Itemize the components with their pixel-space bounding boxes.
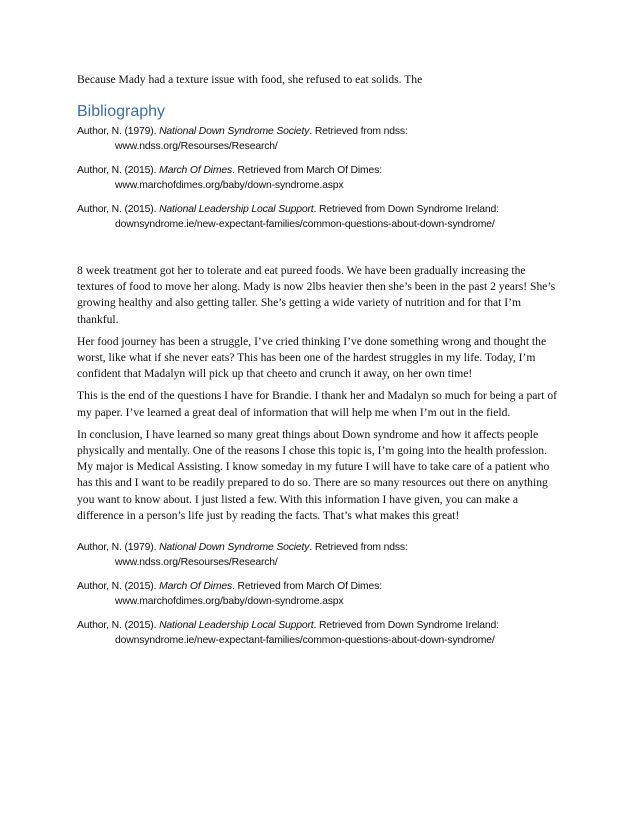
reference-author: Author, N. (2015). xyxy=(77,204,160,215)
reference-citation xyxy=(77,202,565,217)
reference-title: National Down Syndrome Society xyxy=(159,126,310,137)
reference-url: downsyndrome.ie/new-expectant-families/common-questions-about-down-syndrome/ xyxy=(115,635,495,646)
body-paragraph: In conclusion, I have learned so many great things about Down syndrome and how it affects people physically and mentally. One of the reasons I chose this topic is, I’m going into the health profession. My major is Medical Assisting. I know someday in my future I will have to take care of a patient who has this and I want to be readily prepared to do so. There are so many resources out there on anything you want to know about. I just listed a few. With this information I have given, you can make a difference in a person’s life just by reading the facts. That’s what makes this great! xyxy=(77,427,550,522)
reference-item xyxy=(77,163,565,193)
reference-citation xyxy=(77,579,565,594)
reference-title: March Of Dimes xyxy=(159,581,233,592)
intro-sentence: Because Mady had a texture issue with food, she refused to eat solids. The xyxy=(77,73,423,86)
reference-source: . Retrieved from ndss: xyxy=(309,542,408,553)
reference-source: . Retrieved from Down Syndrome Ireland: xyxy=(313,620,499,631)
reference-url: downsyndrome.ie/new-expectant-families/common-questions-about-down-syndrome/ xyxy=(115,219,495,230)
reference-title: National Leadership Local Support xyxy=(159,204,314,215)
reference-item xyxy=(77,124,565,154)
reference-source: . Retrieved from Down Syndrome Ireland: xyxy=(313,204,499,215)
reference-url: www.marchofdimes.org/baby/down-syndrome.aspx xyxy=(115,596,344,607)
bibliography-list xyxy=(77,124,565,241)
reference-source: . Retrieved from March Of Dimes: xyxy=(232,165,382,176)
body-text xyxy=(77,263,565,530)
reference-item xyxy=(77,540,565,570)
reference-title: National Leadership Local Support xyxy=(159,620,314,631)
reference-title: March Of Dimes xyxy=(159,165,233,176)
reference-citation xyxy=(77,540,565,555)
body-paragraph: Her food journey has been a struggle, I’ve cried thinking I’ve done something wrong and thought the worst, like what if she never eats? This has been one of the hardest struggles in my life. Today, I’m confident that Madalyn will pick up that cheeto and crunch it away, on her own time! xyxy=(77,334,547,381)
repeated-references-list xyxy=(77,540,565,657)
reference-url: www.ndss.org/Resourses/Research/ xyxy=(115,557,278,568)
reference-source: . Retrieved from ndss: xyxy=(309,126,408,137)
body-paragraph: 8 week treatment got her to tolerate and eat pureed foods. We have been gradually increasing the textures of food to move her along. Mady is now 2lbs heavier then she’s been in the past 2 years! She’s growing healthy and also getting taller. She’s getting a wide variety of nutrition and for that I’m thankful. xyxy=(77,264,556,326)
reference-author: Author, N. (2015). xyxy=(77,620,160,631)
reference-author: Author, N. (2015). xyxy=(77,165,160,176)
reference-item xyxy=(77,579,565,609)
reference-citation xyxy=(77,124,565,139)
body-paragraph: This is the end of the questions I have for Brandie. I thank her and Madalyn so much for being a part of my paper. I’ve learned a great deal of information that will help me when I’m out in the field. xyxy=(77,389,558,419)
reference-citation xyxy=(77,618,565,633)
reference-author: Author, N. (1979). xyxy=(77,542,160,553)
bibliography-heading: Bibliography xyxy=(77,103,166,120)
reference-source: . Retrieved from March Of Dimes: xyxy=(232,581,382,592)
reference-author: Author, N. (1979). xyxy=(77,126,160,137)
reference-title: National Down Syndrome Society xyxy=(159,542,310,553)
reference-author: Author, N. (2015). xyxy=(77,581,160,592)
reference-item xyxy=(77,202,565,232)
reference-citation xyxy=(77,163,565,178)
reference-url: www.ndss.org/Resourses/Research/ xyxy=(115,141,278,152)
reference-url: www.marchofdimes.org/baby/down-syndrome.aspx xyxy=(115,180,344,191)
reference-item xyxy=(77,618,565,648)
